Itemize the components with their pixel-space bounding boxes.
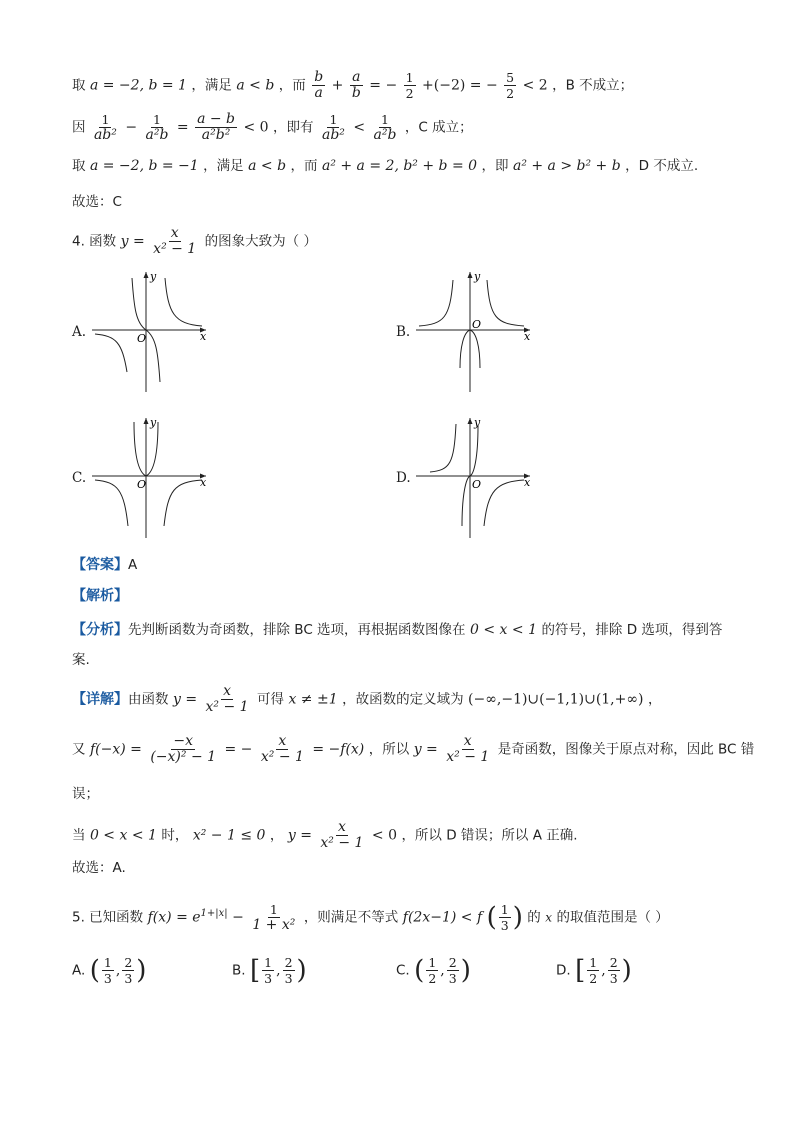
analysis-heading: 【解析】 xyxy=(72,588,128,604)
answer-choice-line: 故选：C xyxy=(72,194,122,210)
fraction: $\frac{1}{\text{ab²}}$ xyxy=(93,112,117,143)
detail-line-4: 当 0 < x < 1 时， x² − 1 ≤ 0 ， y = $\frac{x}{\text{x² − 1}}$ < 0 ，所以 D 错误；所以 A 正确. xyxy=(72,819,578,851)
question-5-stem: 5. 已知函数 $f(x) = e^{1+|x|}$ − $\frac{1}{\text{1 + x²}}$ ，则满足不等式 f(2x−1) < f ( $\frac{1}{3}$ ) 的 x 的取值范围是（ ） xyxy=(72,902,669,933)
analysis-line-2: 案. xyxy=(72,652,90,668)
solution-line-d: 取 a = −2, b = −1 ，满足 a < b ，而 a² + a = 2, b² + b = 0 ，即 a² + a > b² + b ，D 不成立. xyxy=(72,158,699,174)
fraction: $\frac{5}{2}$ xyxy=(506,70,515,101)
answer-line: 【答案】A xyxy=(72,557,138,573)
x-label: x xyxy=(200,476,207,489)
choice-d-label: D. xyxy=(396,470,411,486)
math: < 2 xyxy=(522,77,548,94)
text: ，而 xyxy=(278,77,306,94)
analysis-line-1: 【分析】先判断函数为奇函数，排除 BC 选项，再根据函数图像在 0 < x < 1 的符号，排除 D 选项，得到答 xyxy=(72,622,723,638)
text: ，B 不成立； xyxy=(552,77,634,94)
math: a = −2, b = 1 xyxy=(89,77,187,94)
y-axis-arrow xyxy=(144,272,149,278)
math: = xyxy=(176,119,189,136)
origin-label: O xyxy=(472,478,482,491)
choice-b-label: B. xyxy=(396,324,411,340)
fraction: $\frac{1}{2}$ xyxy=(405,70,414,101)
origin-label: O xyxy=(137,332,147,345)
math: a < b xyxy=(236,77,275,94)
q5-option-b[interactable]: B. [ $\frac{1}{3}$ , $\frac{2}{3}$ ) xyxy=(232,955,307,986)
q5-option-c[interactable]: C. ( $\frac{1}{2}$ , $\frac{2}{3}$ ) xyxy=(396,955,471,986)
detail-line-1: 【详解】由函数 y = $\frac{x}{\text{x² − 1}}$ 可得 x ≠ ±1 ，故函数的定义域为 (−∞,−1)∪(−1,1)∪(1,+∞) ， xyxy=(72,683,662,715)
y-label: y xyxy=(150,416,157,429)
detail-line-3: 误； xyxy=(72,786,99,802)
x-label: x xyxy=(524,476,531,489)
math: + xyxy=(331,77,344,94)
choice-c-label: C. xyxy=(72,470,87,486)
solution-line-c xyxy=(72,112,473,143)
fraction: $\frac{a - b}{\text{a²b²}}$ xyxy=(197,111,236,143)
math: < xyxy=(353,119,366,136)
y-label: y xyxy=(474,416,481,429)
math: − xyxy=(125,119,138,136)
curve-right xyxy=(165,278,202,326)
solution-line-b xyxy=(72,70,633,101)
curve-left xyxy=(95,334,127,372)
origin-label: O xyxy=(472,318,482,331)
y-label: y xyxy=(474,270,481,283)
question-4-stem: 4. 函数 y = $\frac{x}{\text{x² − 1}}$ 的图象大致为（ ） xyxy=(72,225,317,257)
graph-c xyxy=(92,414,212,540)
math: = − xyxy=(369,77,398,94)
graph-a xyxy=(92,268,212,394)
graph-b xyxy=(416,268,536,394)
text: ，满足 xyxy=(191,77,232,94)
x-label: x xyxy=(524,330,531,343)
fraction: $\frac{1}{\text{ab²}}$ xyxy=(321,112,345,143)
text: ，即有 xyxy=(273,119,314,136)
text: 取 xyxy=(72,77,86,94)
origin-label: O xyxy=(137,478,147,491)
choice-a-label: A. xyxy=(72,324,87,340)
text: 因 xyxy=(72,119,86,136)
q5-option-a[interactable]: A. ( $\frac{1}{3}$ , $\frac{2}{3}$ ) xyxy=(72,955,147,986)
x-label: x xyxy=(200,330,207,343)
y-label: y xyxy=(150,270,157,283)
fraction: $\frac{1}{\text{a²b}}$ xyxy=(373,112,397,143)
fraction: $\frac{a}{b}$ xyxy=(351,69,361,101)
graph-d xyxy=(416,414,536,540)
math: < 0 xyxy=(243,119,269,136)
fraction: $\frac{b}{a}$ xyxy=(314,69,324,101)
q5-option-d[interactable]: D. [ $\frac{1}{2}$ , $\frac{2}{3}$ ) xyxy=(556,955,632,986)
detail-line-2: 又 f(−x) = $\frac{-x}{\text{(−x)² − 1}}$ = − $\frac{x}{\text{x² − 1}}$ = −f(x) ，所以 y = $\frac{x}{\text{x² − 1}}$ 是奇函数，图像关于原点对称，因此 BC 错 xyxy=(72,733,755,765)
text: ，C 成立； xyxy=(404,119,473,136)
math: +(−2) = − xyxy=(422,77,498,94)
answer-choice-line-2: 故选：A. xyxy=(72,860,126,876)
fraction: $\frac{1}{\text{a²b}}$ xyxy=(145,112,169,143)
